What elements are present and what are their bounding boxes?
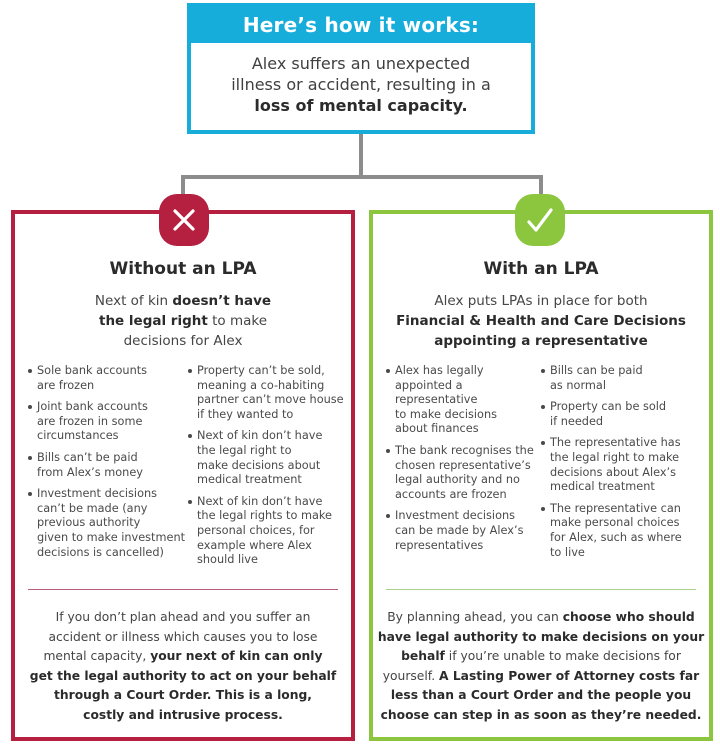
summary-text: mental capacity,	[43, 649, 151, 663]
connector-trunk	[359, 134, 363, 179]
list-item-line: the legal right to	[197, 443, 292, 457]
summary-text: if you’re unable to make decisions for	[444, 649, 681, 663]
list-item-line: appointed a	[395, 378, 463, 392]
cross-icon	[172, 208, 196, 232]
summary-bold: choose who should	[562, 610, 695, 624]
list-item	[28, 364, 188, 393]
list-item-line: to live	[550, 545, 585, 559]
without-summary	[15, 608, 351, 725]
list-item	[28, 487, 188, 560]
list-item-line: Property can’t be sold,	[197, 364, 325, 377]
panel-title: With an LPA	[483, 259, 599, 279]
list-item-line: example where Alex	[197, 538, 312, 552]
list-item-line: the legal rights to make	[197, 509, 333, 523]
list-item-line: are frozen	[37, 378, 95, 392]
subtitle-text: to make	[207, 313, 268, 329]
with-badge	[515, 194, 565, 246]
subtitle-text: decisions for Alex	[123, 333, 243, 349]
list-item-line: representatives	[395, 538, 484, 552]
list-item-line: decisions about Alex’s	[550, 465, 677, 479]
list-item-line: Joint bank accounts	[37, 400, 148, 414]
list-item-line: medical treatment	[197, 473, 302, 487]
subtitle-text: Next of kin	[94, 293, 173, 309]
list-item-line: to make decisions	[395, 407, 497, 421]
summary-bold: get the legal authority to act on your behalf	[29, 668, 337, 683]
with-summary	[373, 608, 709, 725]
list-item-line: medical treatment	[550, 480, 655, 494]
summary-line: accident or illness which causes you to lose	[48, 629, 318, 644]
list-item-line: about finances	[395, 422, 479, 436]
list-item-line: representative	[395, 393, 478, 407]
list-item-line: circumstances	[37, 429, 119, 443]
list-item-line: if they wanted to	[197, 407, 294, 421]
subtitle-bold: the legal right	[98, 313, 208, 329]
without-list-column-2	[188, 364, 353, 575]
summary-bold: choose can step in as soon as they’re needed.	[380, 707, 702, 722]
list-item-line: can be made by Alex’s	[395, 523, 524, 537]
list-item-line: The representative has	[550, 436, 681, 450]
list-item	[541, 400, 711, 429]
scenario-text	[191, 43, 531, 116]
panel-title: Without an LPA	[109, 259, 257, 279]
list-item-line: Sole bank accounts	[37, 364, 148, 377]
list-item	[188, 495, 353, 568]
list-item	[188, 364, 353, 422]
list-item-line: The bank recognises the	[395, 443, 534, 457]
without-lpa-panel	[11, 210, 355, 741]
summary-bold: costly and intrusive process.	[83, 707, 283, 722]
list-item-line: for Alex, such as where	[550, 530, 682, 544]
summary-bold: have legal authority to make decisions on your	[377, 629, 705, 644]
list-item	[386, 364, 541, 437]
list-item-line: meaning a co-habiting	[197, 378, 325, 392]
list-item-line: The representative can	[550, 501, 681, 515]
list-item-line: personal choices, for	[197, 523, 315, 537]
summary-text: By planning ahead, you can	[387, 610, 563, 624]
how-it-works-header: Here’s how it works:	[191, 7, 531, 43]
list-item	[386, 509, 541, 553]
list-item	[386, 444, 541, 502]
with-lpa-panel	[369, 210, 713, 741]
list-item-line: as normal	[550, 378, 606, 392]
list-item-line: Investment decisions	[395, 509, 516, 523]
list-item	[541, 502, 711, 560]
list-item-line: Bills can be paid	[550, 364, 643, 377]
divider	[386, 589, 696, 590]
list-item-line: chosen representative’s	[395, 458, 531, 472]
list-item-line: given to make investment	[37, 530, 186, 544]
list-item-line: if needed	[550, 414, 604, 428]
summary-bold: through a Court Order. This is a long,	[54, 688, 312, 702]
list-item-line: decisions is cancelled)	[37, 545, 164, 559]
list-item	[541, 364, 711, 393]
divider	[28, 589, 338, 590]
with-list-column-1	[386, 364, 541, 560]
with-list-column-2	[541, 364, 711, 567]
summary-bold: A Lasting Power of Attorney costs far	[439, 668, 700, 683]
list-item-line: make personal choices	[550, 516, 680, 530]
list-item-line: legal authority and no	[395, 473, 520, 487]
scenario-emphasis: loss of mental capacity.	[254, 96, 468, 115]
list-item-line: Alex has legally	[395, 364, 484, 377]
summary-text: yourself.	[382, 668, 440, 683]
subtitle-bold: Financial & Health and Care Decisions	[396, 313, 686, 329]
list-item-line: make decisions about	[197, 458, 321, 472]
list-item-line: Property can be sold	[550, 400, 667, 414]
without-list-column-1	[28, 364, 188, 567]
subtitle-text: Alex puts LPAs in place for both	[434, 293, 648, 309]
list-item	[28, 400, 188, 444]
list-item-line: Bills can’t be paid	[37, 450, 138, 464]
list-item	[541, 436, 711, 494]
list-item-line: accounts are frozen	[395, 487, 507, 501]
list-item-line: can’t be made (any	[37, 501, 148, 515]
list-item	[28, 451, 188, 480]
connector-branch	[181, 175, 543, 179]
list-item-line: the legal right to make	[550, 450, 680, 464]
checkmark-icon	[526, 207, 554, 233]
subtitle-bold: appointing a representative	[434, 333, 648, 349]
panel-subtitle	[15, 291, 351, 351]
summary-bold: your next of kin can only	[150, 649, 323, 663]
scenario-box	[187, 3, 535, 134]
list-item-line: previous authority	[37, 516, 141, 530]
list-item-line: are frozen in some	[37, 414, 143, 428]
subtitle-bold: doesn’t have	[172, 293, 272, 309]
list-item-line: partner can’t move house	[197, 393, 344, 407]
summary-bold: behalf	[401, 649, 445, 663]
list-item	[188, 429, 353, 487]
scenario-line: illness or accident, resulting in a	[231, 75, 491, 94]
summary-bold: less than a Court Order and the people you	[390, 688, 692, 702]
scenario-line: Alex suffers an unexpected	[251, 54, 471, 73]
list-item-line: Investment decisions	[37, 487, 158, 501]
without-badge	[159, 194, 209, 246]
list-item-line: from Alex’s money	[37, 465, 143, 479]
panel-subtitle	[373, 291, 709, 351]
list-item-line: Next of kin don’t have	[197, 494, 323, 508]
summary-line: If you don’t plan ahead and you suffer an	[55, 610, 311, 624]
list-item-line: Next of kin don’t have	[197, 429, 323, 443]
list-item-line: should live	[197, 553, 258, 567]
